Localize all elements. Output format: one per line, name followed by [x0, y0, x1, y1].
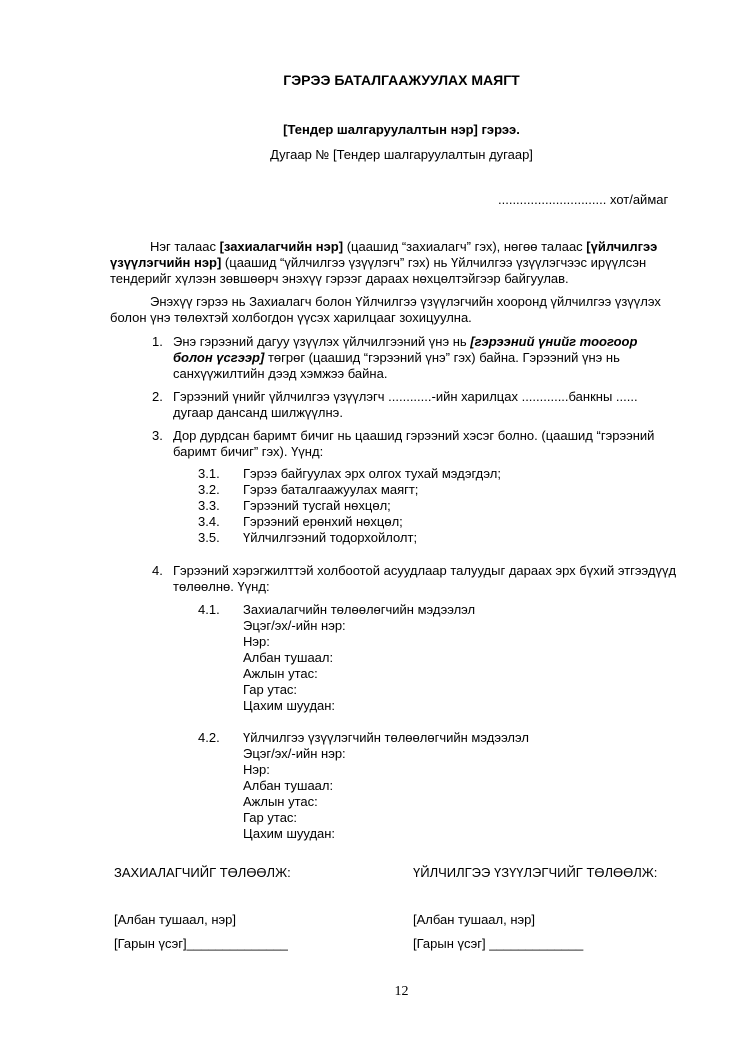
supplier-signature-line: [Гарын үсэг] _____________: [413, 936, 584, 951]
list-number: 1.: [152, 334, 163, 349]
sub-item-text: Гэрээний тусгай нөхцөл;: [243, 498, 391, 513]
sub-item-text: Гэрээ баталгаажуулах маягт;: [243, 482, 419, 497]
list-number: 4.: [152, 563, 163, 578]
sub-item-number: 3.3.: [198, 498, 220, 513]
list-number: 3.: [152, 428, 163, 443]
list-item-1: Энэ гэрээний дагуу үзүүлэх үйлчилгээний үнэ нь [гэрээний үнийг тоогоор болон үсгээр] төгрөг (цаашид “гэрээний үнэ” гэх) байна. Гэрээний үнэ нь санхүүжилтийн дээд хэмжээ байна.: [173, 334, 638, 381]
customer-signature-heading: ЗАХИАЛАГЧИЙГ ТӨЛӨӨЛЖ:: [114, 865, 291, 880]
sub-item-number: 4.2.: [198, 730, 220, 745]
customer-signature-line: [Гарын үсэг]______________: [114, 936, 288, 951]
supplier-position-field: [Албан тушаал, нэр]: [413, 912, 535, 927]
customer-representative-info: Захиалагчийн төлөөлөгчийн мэдээлэл Эцэг/эх/-ийн нэр: Нэр: Албан тушаал: Ажлын утас: Гар утас: Цахим шуудан:: [243, 602, 476, 713]
supplier-representative-info: Үйлчилгээ үзүүлэгчийн төлөөлөгчийн мэдээлэл Эцэг/эх/-ийн нэр: Нэр: Албан тушаал: Ажлын утас: Гар утас: Цахим шуудан:: [243, 730, 529, 841]
intro-paragraph-2: Энэхүү гэрээ нь Захиалагч болон Үйлчилгээ үзүүлэгчийн хооронд үйлчилгээ үзүүлэх болон үнэ төлөхтэй холбогдон үүсэх харилцааг зохицуулна.: [110, 294, 661, 325]
sub-item-number: 3.2.: [198, 482, 220, 497]
customer-position-field: [Албан тушаал, нэр]: [114, 912, 236, 927]
tender-name: [Тендер шалгаруулалтын нэр] гэрээ.: [283, 122, 520, 137]
list-item-2: Гэрээний үнийг үйлчилгээ үзүүлэгч ............-ийн харилцах .............банкны ...... дугаар дансанд шилжүүлнэ.: [173, 389, 638, 420]
list-number: 2.: [152, 389, 163, 404]
intro-paragraph-1: Нэг талаас [захиалагчийн нэр] (цаашид “захиалагч” гэх), нөгөө талаас [үйлчилгээ үзүүлэгчийн нэр] (цаашид “үйлчилгээ үзүүлэгч” гэх) нь Үйлчилгээ үзүүлэгчээс ирүүлсэн тендерийг хүлээн зөвшөөрч энэхүү гэрээг дараах нөхцөлтэйгээр байгуулав.: [110, 239, 658, 286]
list-item-4: Гэрээний хэрэгжилттэй холбоотой асуудлаар талуудыг дараах эрх бүхий этгээдүүд төлөөлнө. Үүнд:: [173, 563, 677, 594]
sub-item-number: 3.4.: [198, 514, 220, 529]
document-title: ГЭРЭЭ БАТАЛГААЖУУЛАХ МАЯГТ: [283, 72, 520, 88]
tender-number: Дугаар № [Тендер шалгаруулалтын дугаар]: [270, 147, 533, 162]
sub-item-number: 3.1.: [198, 466, 220, 481]
list-item-3: Дор дурдсан баримт бичиг нь цаашид гэрээний хэсэг болно. (цаашид “гэрээний баримт бичиг” гэх). Үүнд:: [173, 428, 655, 459]
page-number: 12: [394, 984, 409, 999]
supplier-signature-heading: ҮЙЛЧИЛГЭЭ ҮЗҮҮЛЭГЧИЙГ ТӨЛӨӨЛЖ:: [413, 865, 658, 880]
sub-item-text: Гэрээний ерөнхий нөхцөл;: [243, 514, 403, 529]
sub-item-number: 3.5.: [198, 530, 220, 545]
sub-item-number: 4.1.: [198, 602, 220, 617]
sub-item-text: Үйлчилгээний тодорхойлолт;: [243, 530, 418, 545]
sub-item-text: Гэрээ байгуулах эрх олгох тухай мэдэгдэл;: [243, 466, 501, 481]
city-field: .............................. хот/аймаг: [498, 192, 669, 207]
